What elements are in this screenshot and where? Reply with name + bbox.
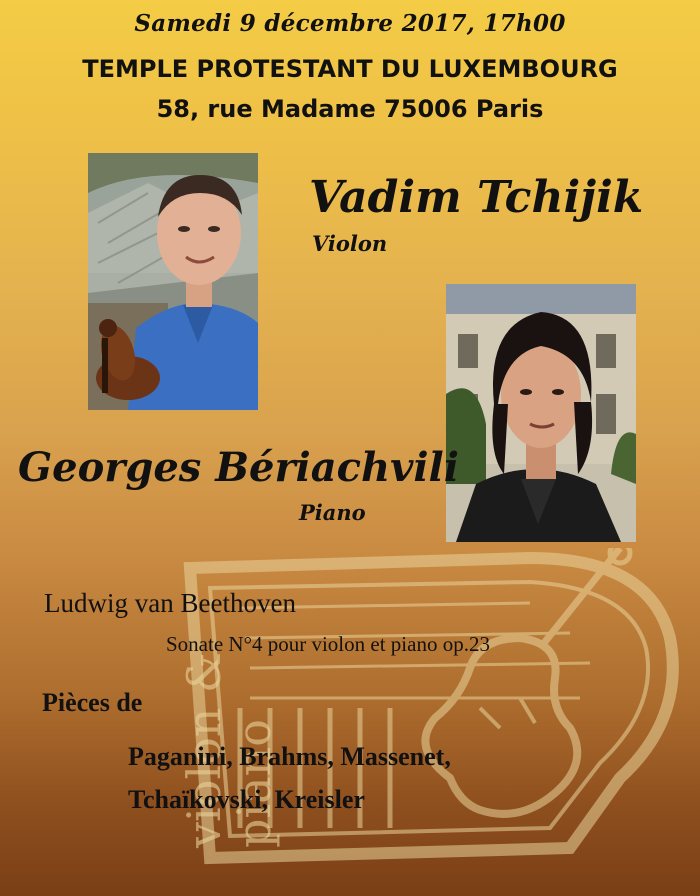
program-composers-line1: Paganini, Brahms, Massenet, [128, 742, 451, 771]
performer-name-violin: Vadim Tchijik [309, 172, 644, 223]
svg-text:piano: piano [227, 719, 281, 848]
program-pieces-heading: Pièces de [42, 688, 143, 717]
program-composer: Ludwig van Beethoven [44, 588, 296, 618]
performer-instrument-piano: Piano [299, 500, 366, 525]
program-work: Sonate N°4 pour violon et piano op.23 [166, 632, 490, 656]
performer-name-piano: Georges Bériachvili [18, 444, 459, 491]
pianist-photo [446, 284, 636, 542]
concert-date: Samedi 9 décembre 2017, 17h00 [134, 10, 566, 37]
venue-name: TEMPLE PROTESTANT DU LUXEMBOURG [82, 55, 618, 83]
performer-instrument-violin: Violon [312, 231, 388, 256]
violinist-photo [88, 153, 258, 410]
svg-text:violon &: violon & [177, 652, 231, 848]
program-composers-line2: Tchaïkovski, Kreisler [128, 785, 365, 814]
venue-address: 58, rue Madame 75006 Paris [156, 95, 544, 123]
